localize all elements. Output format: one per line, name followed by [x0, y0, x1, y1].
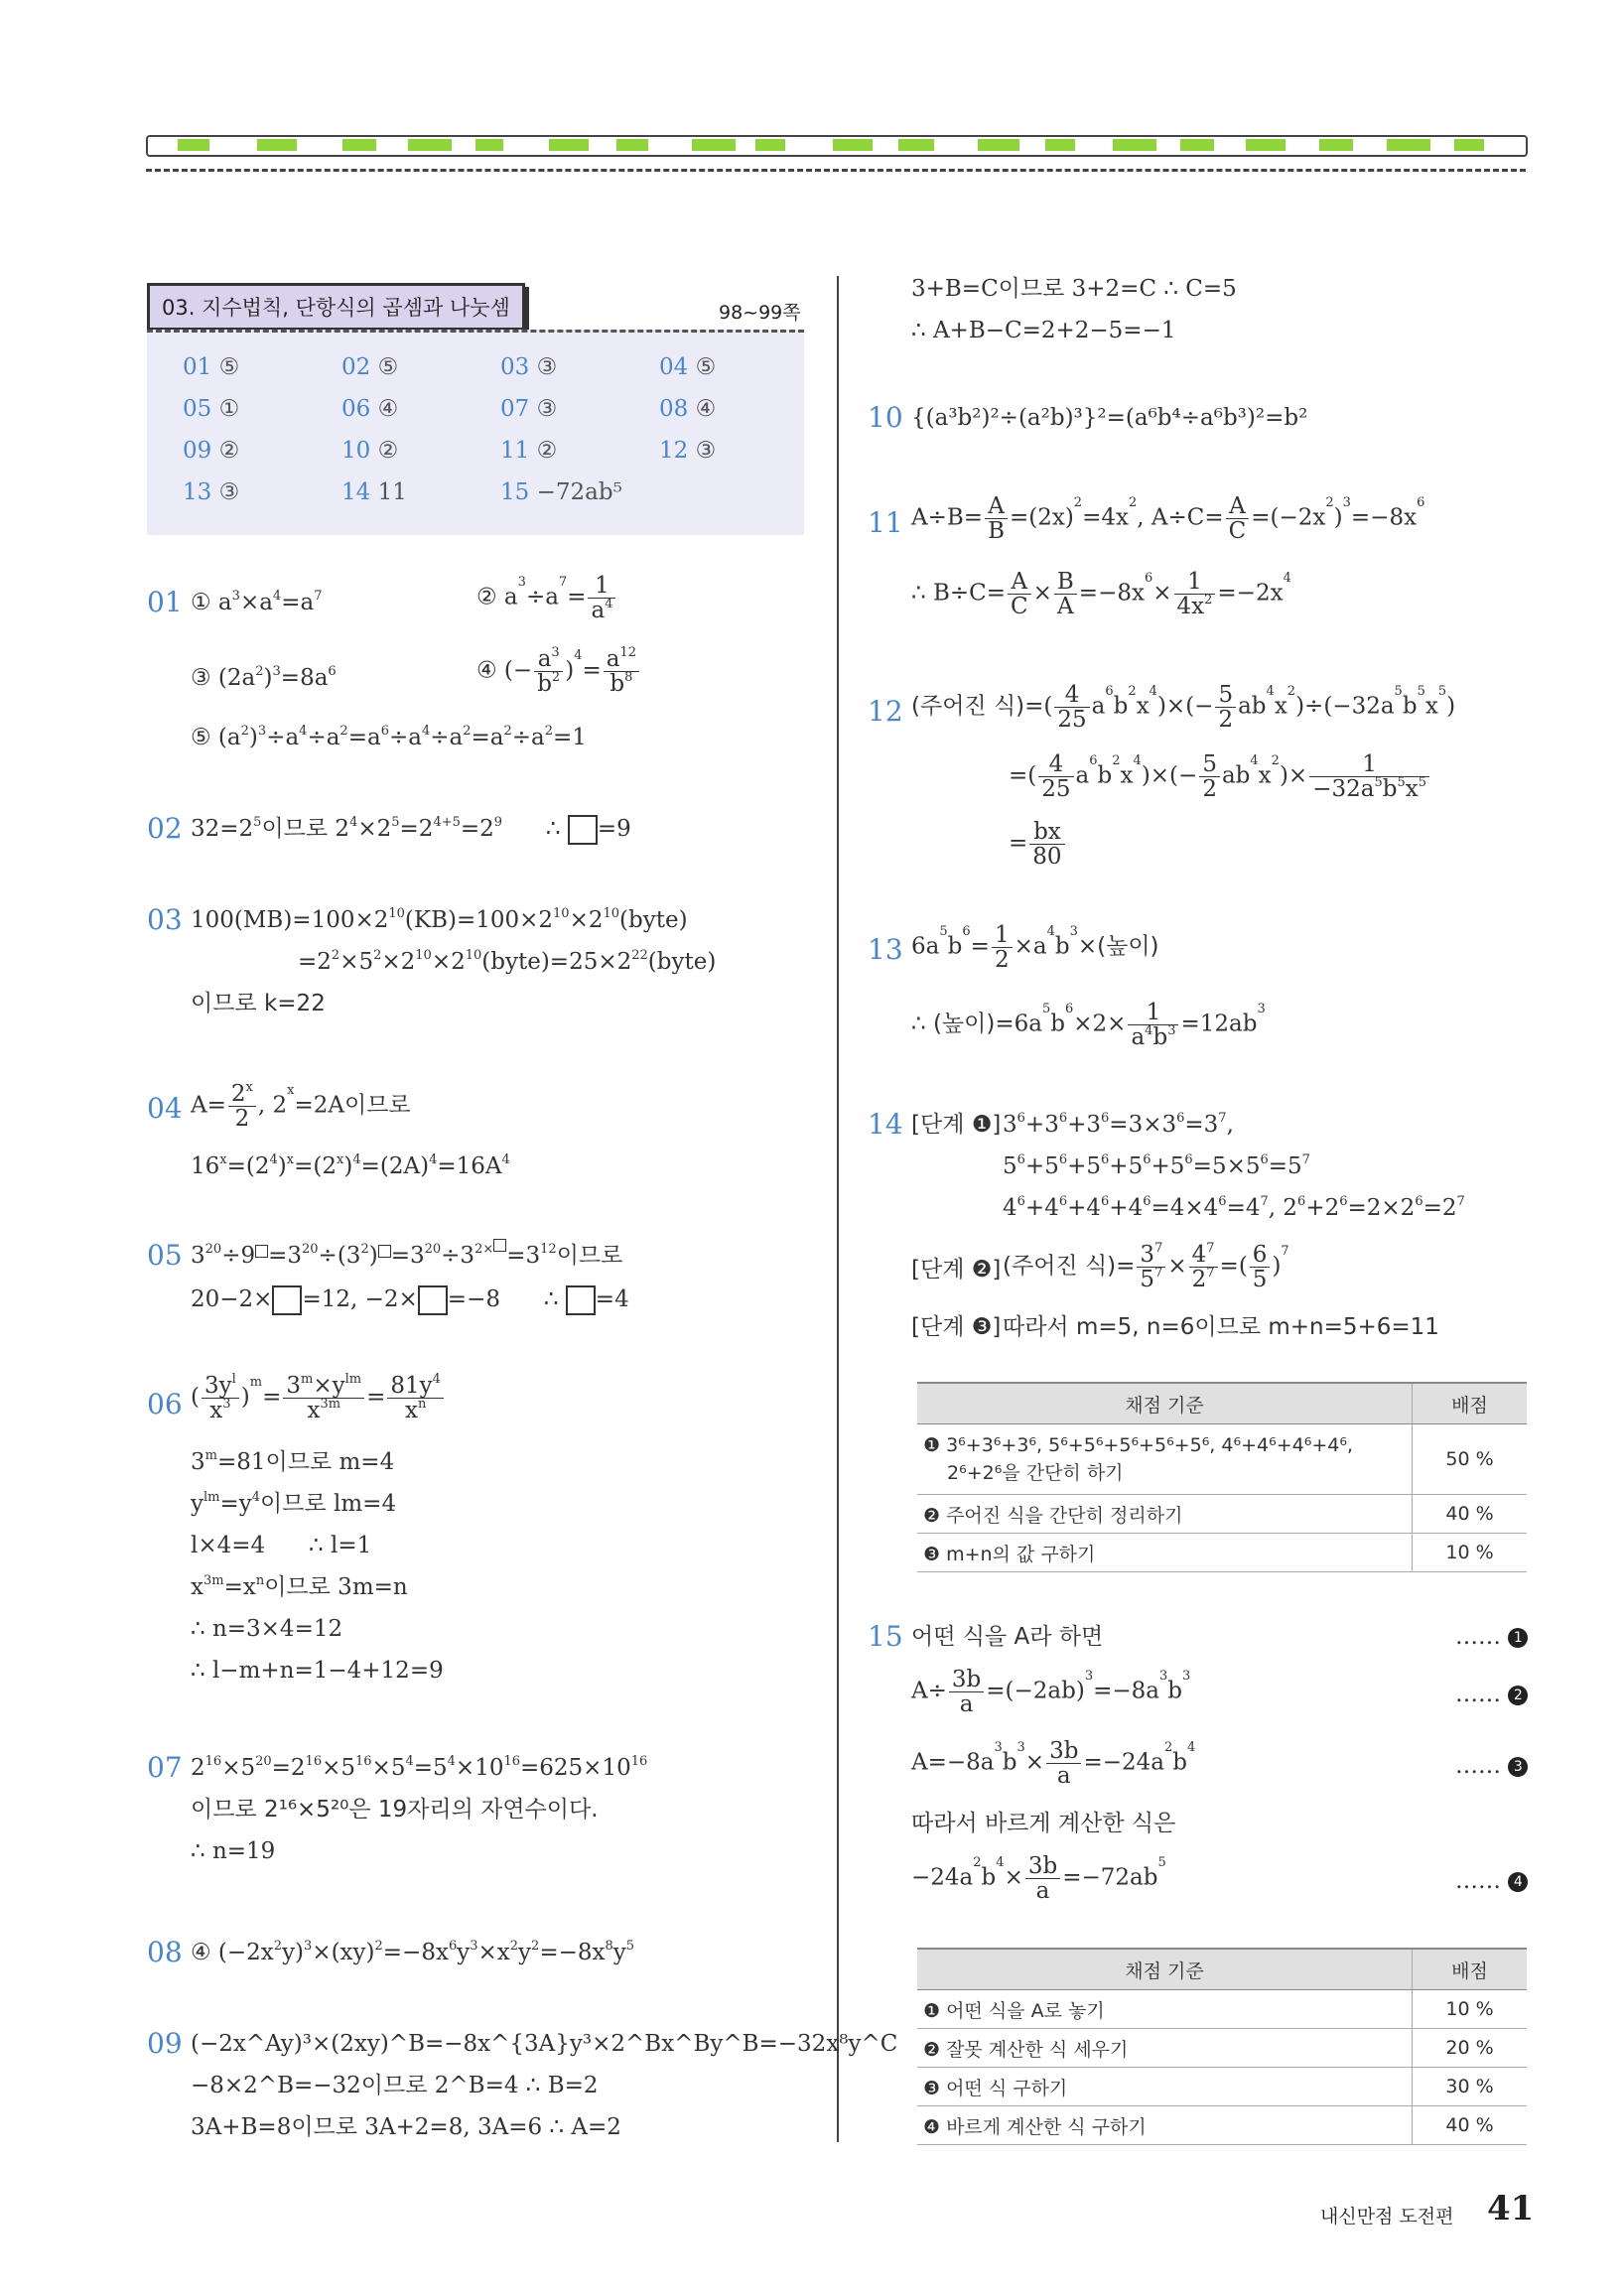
answer-item: 07 ③	[500, 396, 558, 422]
q15-line2: A÷ $\frac{3b}{a}$ $=(-2ab)^3=-8a^3b^3$	[911, 1667, 1191, 1717]
q09-line5: ∴ A+B−C=2+2−5=−1	[911, 318, 1176, 343]
q06-line7: ∴ l−m+n=1−4+12=9	[191, 1658, 444, 1684]
q15-marker-4: …… 4	[1455, 1866, 1528, 1896]
answer-item: 09 ②	[183, 438, 240, 464]
q07-line2: 이므로 2¹⁶×5²⁰은 19자리의 자연수이다.	[191, 1797, 599, 1823]
q09-line3: 3A+B=8이므로 3A+2=8, 3A=6 ∴ A=2	[191, 2114, 621, 2140]
q01-line1: ① $a^3\times a^4=a^7$	[191, 589, 323, 615]
q06-line6: ∴ n=3×4=12	[191, 1616, 343, 1642]
q03-number: 03	[147, 903, 183, 936]
score-header-criteria: 채점 기준	[917, 1383, 1413, 1424]
q12-number: 12	[868, 695, 903, 728]
q15-score-table	[917, 1948, 1527, 2145]
q12-line1: (주어진 식)=( $\frac{4}{25}$ $a^6b^2x^4)\times(-$ $\frac{5}{2}$ $ab^4x^2)\div(-32a^5b^5x^5)$	[911, 682, 1456, 733]
q01-line2: ③ $(2a^2)^3=8a^6$	[191, 664, 337, 691]
q12-line2: =( $\frac{4}{25}$ $a^6b^2x^4)\times(-$ $\frac{5}{2}$ $ab^4x^2)\times$ $\frac{1}{-32a^5b^5x^5}$	[1009, 752, 1431, 801]
q05-number: 05	[147, 1239, 183, 1272]
q14-step1-label: [단계 ❶]	[911, 1112, 1002, 1138]
q13-line1: $6a^5b^6=$ $\frac{1}{2}$ $\times a^4b^3\times$(높이)	[911, 922, 1159, 973]
q02-number: 02	[147, 812, 183, 845]
q15-number: 15	[868, 1620, 903, 1653]
answer-item: 01 ⑤	[183, 354, 240, 380]
score-points: 10 %	[1413, 1534, 1528, 1572]
q09-line4: 3+B=C이므로 3+2=C ∴ C=5	[911, 276, 1237, 302]
q15-line3: $A=-8a^3b^3\times$ $\frac{3b}{a}$ $=-24a^2b^4$	[911, 1738, 1196, 1789]
answer-item: 15 −72ab⁵	[500, 479, 622, 505]
q12-line3: = $\frac{bx}{80}$	[1009, 820, 1067, 869]
page-range: 98~99쪽	[719, 302, 801, 324]
q09-line1: (−2x^Ay)³×(2xy)^B=−8x^{3A}y³×2^Bx^By^B=−32x⁸y^C	[191, 2031, 898, 2057]
q06-line2: $3^m=81$이므로 m=4	[191, 1448, 395, 1475]
q06-line5: $x^{3m}=x^n$이므로 3m=n	[191, 1573, 408, 1600]
q07-line1: $2^{16}\times 5^{20}=2^{16}\times 5^{16}\times 5^4=5^4\times 10^{16}=625\times 10^{16}$	[191, 1754, 648, 1781]
score-criteria: ❶ 어떤 식을 A로 놓기	[917, 1990, 1413, 2029]
answer-item: 12 ③	[659, 438, 717, 464]
q01-line3: ⑤ $(a^2)^3\div a^4\div a^2=a^6\div a^4\div a^2=a^2\div a^2=1$	[191, 724, 587, 750]
q01-line1b: ② $a^3\div a^7=$ $\frac{1}{a^4}$	[476, 574, 617, 622]
q05-line1: $3^{20}\div 9 =3^{20}\div(3^2) =3^{20}\div 3^{2\times} =3^{12}$이므로	[191, 1241, 622, 1271]
q06-line3: $y^{lm}=y^4$이므로 lm=4	[191, 1490, 397, 1517]
q06-number: 06	[147, 1388, 183, 1420]
q15-marker-2: …… 2	[1455, 1680, 1528, 1709]
q04-number: 04	[147, 1092, 183, 1125]
score-header-criteria: 채점 기준	[917, 1949, 1413, 1990]
score-header-points: 배점	[1413, 1383, 1528, 1424]
header-dashed-line	[146, 169, 1526, 172]
answer-grid	[147, 330, 804, 535]
q08-number: 08	[147, 1936, 183, 1968]
q10-number: 10	[868, 401, 903, 434]
q06-line4: l×4=4 ∴ l=1	[191, 1533, 372, 1558]
answer-item: 03 ③	[500, 354, 558, 380]
q10-line1: {(a³b²)²÷(a²b)³}²=(a⁶b⁴÷a⁶b³)²=b²	[911, 405, 1308, 431]
q04-line2: $16^x=(2^4)^x=(2^x)^4=(2A)^4=16A^4$	[191, 1152, 510, 1179]
score-header-points: 배점	[1413, 1949, 1528, 1990]
q11-line2: ∴ B÷C= $\frac{A}{C}$ × $\frac{B}{A}$ $=-8x^6\times$ $\frac{1}{4x^2}$ $=-2x^4$	[911, 569, 1291, 619]
q01-number: 01	[147, 586, 183, 618]
q13-line2: ∴ (높이)$=6a^5b^6\times 2\times$ $\frac{1}{a^4b^3}$ $=12ab^3$	[911, 1000, 1266, 1050]
q14-number: 14	[868, 1108, 903, 1141]
answer-item: 10 ②	[341, 438, 399, 464]
answer-item: 02 ⑤	[341, 354, 399, 380]
footer-label: 내신만점 도전편	[1320, 2206, 1454, 2228]
answer-item: 11 ②	[500, 438, 558, 464]
score-points: 40 %	[1413, 2106, 1528, 2145]
q05-line2: 20−2× =12, −2× =−8 ∴ =4	[191, 1284, 629, 1315]
q03-line1: $100(MB)=100\times 2^{10}(KB)=100\times 2^{10}\times 2^{10}(byte)$	[191, 906, 688, 933]
q15-line4: 따라서 바르게 계산한 식은	[911, 1811, 1176, 1836]
answer-item: 06 ④	[341, 396, 399, 422]
score-criteria: ❹ 바르게 계산한 식 구하기	[917, 2106, 1413, 2145]
score-criteria: ❷ 주어진 식을 간단히 정리하기	[917, 1495, 1413, 1534]
score-points: 10 %	[1413, 1990, 1528, 2029]
q15-line1: 어떤 식을 A라 하면	[911, 1624, 1104, 1650]
q08-line1: ④ $(-2x^2y)^3\times(xy)^2=-8x^6y^3\times x^2y^2=-8x^8y^5$	[191, 1939, 635, 1965]
q15-line5: $-24a^2b^4\times$ $\frac{3b}{a}$ $=-72ab^5$	[911, 1853, 1166, 1904]
score-points: 30 %	[1413, 2068, 1528, 2106]
q14-step2-label: [단계 ❷]	[911, 1257, 1002, 1283]
q09-number: 09	[147, 2027, 183, 2060]
q07-number: 07	[147, 1751, 183, 1784]
score-criteria: ❸ 어떤 식 구하기	[917, 2068, 1413, 2106]
score-points: 20 %	[1413, 2029, 1528, 2068]
score-points: 40 %	[1413, 1495, 1528, 1534]
q14-line4: (주어진 식)= $\frac{3^7}{5^7}$ × $\frac{4^7}{2^7}$ =( $\frac{6}{5}$ )$^7$	[1003, 1241, 1289, 1292]
q11-number: 11	[868, 506, 903, 539]
q14-step3-label: [단계 ❸]	[911, 1314, 1002, 1340]
q14-line3: $4^6+4^6+4^6+4^6=4\times 4^6=4^7$, $2^6+2^6=2\times 2^6=2^7$	[1003, 1194, 1465, 1221]
q15-marker-3: …… 3	[1455, 1751, 1528, 1781]
header-tape-decoration	[146, 135, 1528, 157]
q14-line2: $5^6+5^6+5^6+5^6+5^6=5\times 5^6=5^7$	[1003, 1152, 1310, 1179]
column-divider	[837, 276, 839, 2142]
answer-item: 05 ①	[183, 396, 240, 422]
q01-line2b: ④ (− $\frac{a^3}{b^2}$ )$^4$= $\frac{a^{12}}{b^8}$	[476, 647, 641, 696]
answer-item: 04 ⑤	[659, 354, 717, 380]
section-title: 03. 지수법칙, 단항식의 곱셈과 나눗셈	[147, 283, 525, 331]
q04-line1: A= $\frac{2^x}{2}$ , $2^x=2A$이므로	[191, 1080, 411, 1132]
q03-line3: 이므로 k=22	[191, 991, 326, 1016]
page-number: 41	[1487, 2189, 1535, 2228]
q15-marker-1: …… 1	[1455, 1622, 1528, 1652]
score-criteria: ❶ 3⁶+3⁶+3⁶, 5⁶+5⁶+5⁶+5⁶+5⁶, 4⁶+4⁶+4⁶+4⁶, 2⁶+2⁶을 간단히 하기	[917, 1424, 1413, 1495]
q14-line1: $3^6+3^6+3^6=3\times 3^6=3^7$,	[1003, 1111, 1234, 1138]
q13-number: 13	[868, 933, 903, 966]
q06-line1: ( $\frac{3y^l}{x^3}$ )$^m$= $\frac{3^m\times y^{lm}}{x^{3m}}$ = $\frac{81y^4}{x^n}$	[191, 1374, 446, 1422]
score-points: 50 %	[1413, 1424, 1528, 1495]
answer-item: 08 ④	[659, 396, 717, 422]
answer-item: 13 ③	[183, 479, 240, 505]
q14-score-table	[917, 1382, 1527, 1572]
q11-line1: A÷B= $\frac{A}{B}$ $=(2x)^2=4x^2$, A÷C= $\frac{A}{C}$ $=(-2x^2)^3=-8x^6$	[911, 493, 1425, 544]
answer-item: 14 11	[341, 479, 407, 505]
q07-line3: ∴ n=19	[191, 1838, 276, 1864]
q14-line5: 따라서 m=5, n=6이므로 m+n=5+6=11	[1003, 1314, 1439, 1340]
score-criteria: ❸ m+n의 값 구하기	[917, 1534, 1413, 1572]
q09-line2: −8×2^B=−32이므로 2^B=4 ∴ B=2	[191, 2073, 599, 2098]
q02-line1: $32=2^5$이므로 $2^4\times 2^5=2^{4+5}=2^9$ ∴ =9	[191, 814, 631, 845]
q03-line2: $=2^2\times 5^2\times 2^{10}\times 2^{10}(byte)=25\times 2^{22}(byte)$	[298, 948, 717, 975]
score-criteria: ❷ 잘못 계산한 식 세우기	[917, 2029, 1413, 2068]
